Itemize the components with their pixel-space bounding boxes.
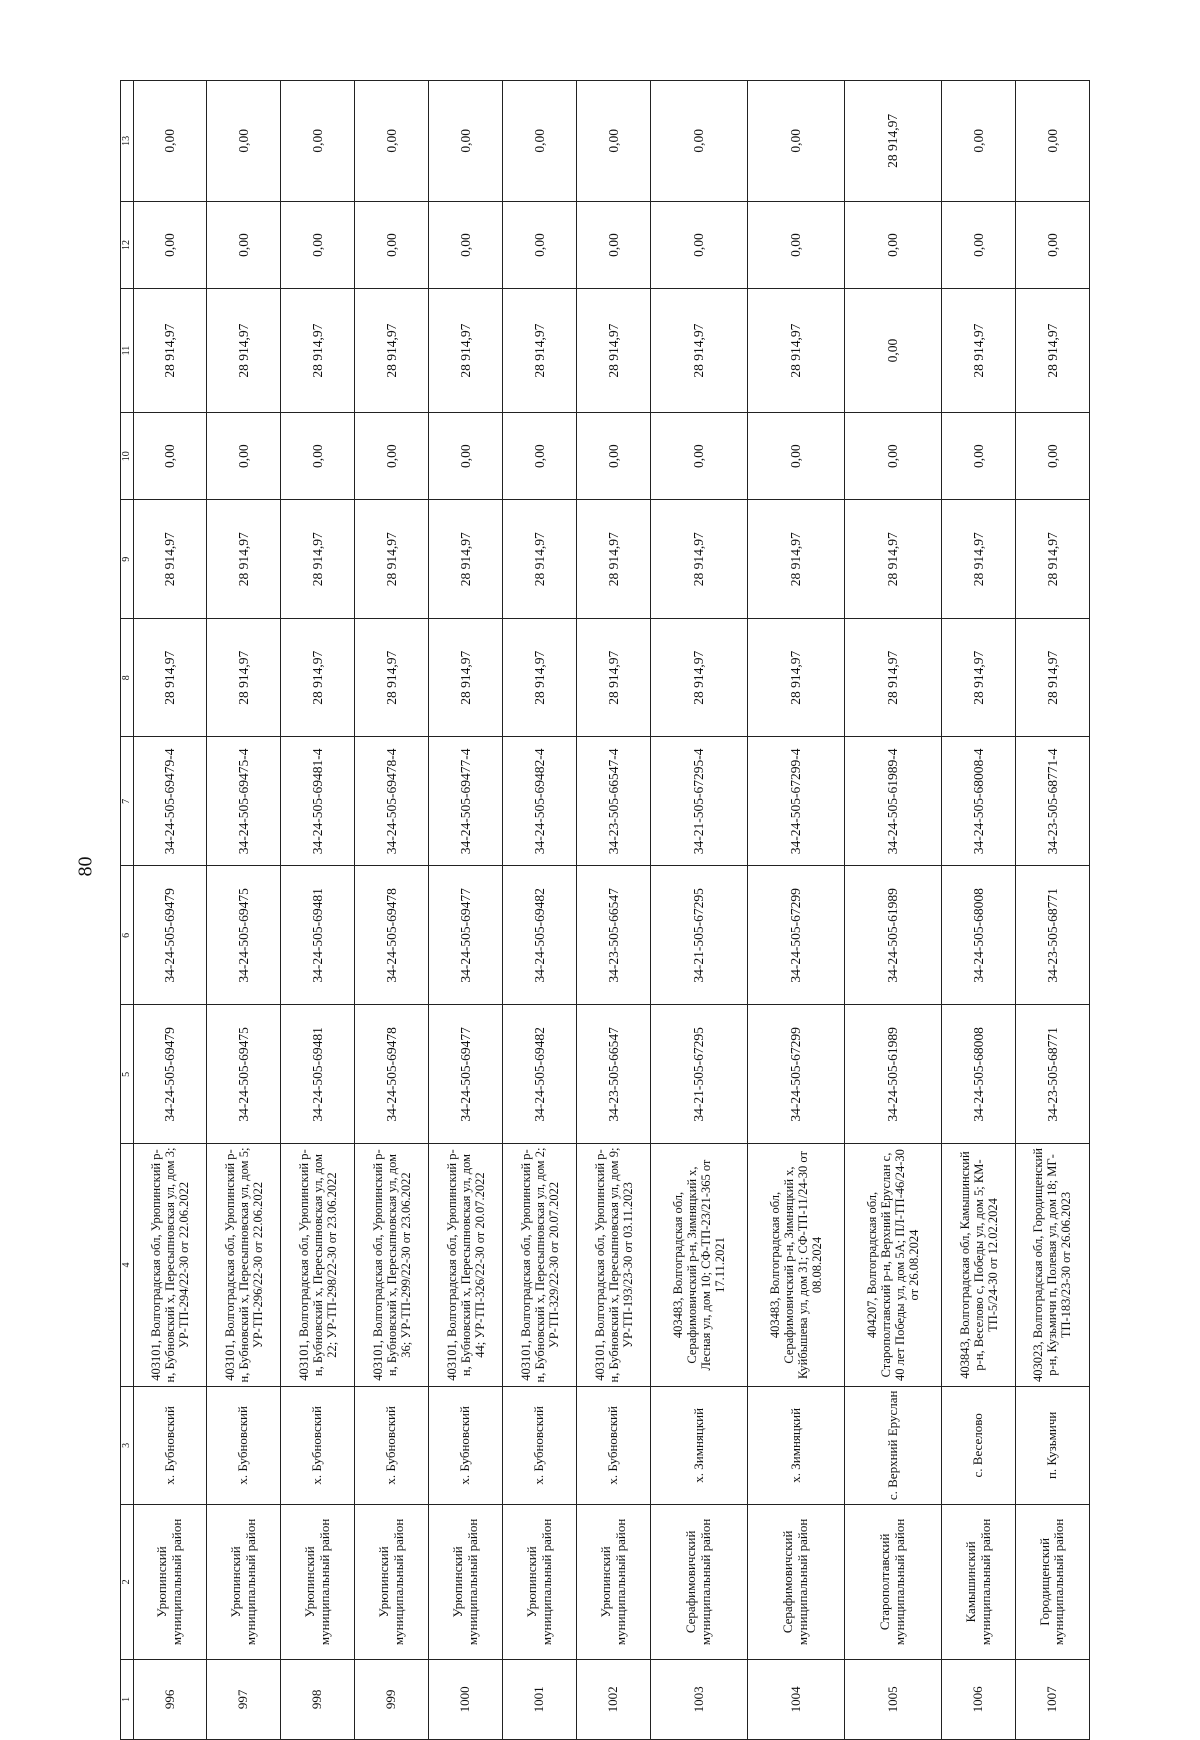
amount-cell-9: 28 914,97 (133, 500, 207, 618)
amount-cell-12: 0,00 (207, 201, 281, 289)
settlement-cell: х. Бубновский (503, 1386, 577, 1504)
amount-cell-9: 28 914,97 (429, 500, 503, 618)
amount-cell-9: 28 914,97 (207, 500, 281, 618)
amount-cell-11: 28 914,97 (429, 289, 503, 413)
id-cell-5: 34-24-505-68008 (942, 1005, 1016, 1144)
amount-cell-13: 0,00 (207, 81, 281, 202)
id-cell-7: 34-21-505-67295-4 (651, 737, 748, 866)
amount-cell-8: 28 914,97 (133, 618, 207, 736)
settlement-cell: с. Веселово (942, 1386, 1016, 1504)
data-table (120, 80, 1090, 1740)
district-cell: Урюпинский муниципальный район (281, 1505, 355, 1660)
amount-cell-10: 0,00 (207, 412, 281, 500)
amount-cell-12: 0,00 (577, 201, 651, 289)
id-cell-5: 34-23-505-68771 (1015, 1005, 1089, 1144)
column-number-1: 1 (121, 1659, 134, 1739)
table-body (133, 81, 1090, 1740)
id-cell-7: 34-24-505-67299-4 (748, 737, 845, 866)
amount-cell-8: 28 914,97 (355, 618, 429, 736)
id-cell-6: 34-24-505-68008 (942, 866, 1016, 1005)
amount-cell-9: 28 914,97 (942, 500, 1016, 618)
amount-cell-9: 28 914,97 (845, 500, 942, 618)
rotated-table-container (120, 80, 1090, 1740)
table-row (748, 81, 845, 1740)
amount-cell-8: 28 914,97 (429, 618, 503, 736)
amount-cell-11: 28 914,97 (355, 289, 429, 413)
amount-cell-11: 28 914,97 (942, 289, 1016, 413)
settlement-cell: х. Зимняцкий (651, 1386, 748, 1504)
address-cell: 404207, Волгоградская обл, Старополтавский р-н, Верхний Еруслан с, 40 лет Победы ул, дом 5А; ПЛ-ТП-46/24-30 от 26.08.2024 (845, 1144, 942, 1386)
amount-cell-10: 0,00 (651, 412, 748, 500)
row-number: 1007 (1015, 1659, 1089, 1739)
amount-cell-13: 28 914,97 (845, 81, 942, 202)
column-number-6: 6 (121, 866, 134, 1005)
table-row (133, 81, 207, 1740)
column-number-9: 9 (121, 500, 134, 618)
settlement-cell: х. Бубновский (577, 1386, 651, 1504)
id-cell-6: 34-24-505-67299 (748, 866, 845, 1005)
amount-cell-10: 0,00 (845, 412, 942, 500)
id-cell-6: 34-24-505-61989 (845, 866, 942, 1005)
amount-cell-8: 28 914,97 (577, 618, 651, 736)
amount-cell-11: 28 914,97 (133, 289, 207, 413)
amount-cell-12: 0,00 (942, 201, 1016, 289)
id-cell-5: 34-24-505-69479 (133, 1005, 207, 1144)
id-cell-6: 34-24-505-69475 (207, 866, 281, 1005)
district-cell: Урюпинский муниципальный район (577, 1505, 651, 1660)
amount-cell-12: 0,00 (429, 201, 503, 289)
district-cell: Урюпинский муниципальный район (207, 1505, 281, 1660)
row-number: 1006 (942, 1659, 1016, 1739)
amount-cell-12: 0,00 (281, 201, 355, 289)
id-cell-7: 34-24-505-69478-4 (355, 737, 429, 866)
district-cell: Старополтавский муниципальный район (845, 1505, 942, 1660)
district-cell: Урюпинский муниципальный район (503, 1505, 577, 1660)
district-cell: Урюпинский муниципальный район (355, 1505, 429, 1660)
id-cell-6: 34-23-505-66547 (577, 866, 651, 1005)
address-cell: 403101, Волгоградская обл, Урюпинский р-н, Бубновский х, Пересыпновская ул, дом 44; УР-ТП-326/22-30 от 20.07.2022 (429, 1144, 503, 1386)
district-cell: Камышинский муниципальный район (942, 1505, 1016, 1660)
settlement-cell: х. Бубновский (355, 1386, 429, 1504)
settlement-cell: п. Кузьмичи (1015, 1386, 1089, 1504)
column-number-13: 13 (121, 81, 134, 202)
amount-cell-10: 0,00 (1015, 412, 1089, 500)
address-cell: 403101, Волгоградская обл, Урюпинский р-н, Бубновский х, Пересыпновская ул, дом 36; УР-ТП-299/22-30 от 23.06.2022 (355, 1144, 429, 1386)
id-cell-7: 34-24-505-69482-4 (503, 737, 577, 866)
amount-cell-9: 28 914,97 (281, 500, 355, 618)
amount-cell-10: 0,00 (429, 412, 503, 500)
amount-cell-13: 0,00 (281, 81, 355, 202)
district-cell: Урюпинский муниципальный район (429, 1505, 503, 1660)
amount-cell-13: 0,00 (503, 81, 577, 202)
row-number: 1002 (577, 1659, 651, 1739)
id-cell-5: 34-24-505-67299 (748, 1005, 845, 1144)
id-cell-7: 34-24-505-69477-4 (429, 737, 503, 866)
address-cell: 403843, Волгоградская обл, Камышинский р-н, Веселово с, Победы ул, дом 5; КМ-ТП-5/24-30 от 12.02.2024 (942, 1144, 1016, 1386)
id-cell-6: 34-24-505-69482 (503, 866, 577, 1005)
table-row (651, 81, 748, 1740)
column-number-7: 7 (121, 737, 134, 866)
amount-cell-10: 0,00 (942, 412, 1016, 500)
amount-cell-8: 28 914,97 (942, 618, 1016, 736)
table-row (577, 81, 651, 1740)
column-number-4: 4 (121, 1144, 134, 1386)
id-cell-6: 34-21-505-67295 (651, 866, 748, 1005)
amount-cell-11: 28 914,97 (207, 289, 281, 413)
row-number: 999 (355, 1659, 429, 1739)
id-cell-5: 34-24-505-69478 (355, 1005, 429, 1144)
id-cell-6: 34-24-505-69481 (281, 866, 355, 1005)
amount-cell-13: 0,00 (748, 81, 845, 202)
amount-cell-12: 0,00 (355, 201, 429, 289)
amount-cell-8: 28 914,97 (651, 618, 748, 736)
amount-cell-9: 28 914,97 (1015, 500, 1089, 618)
amount-cell-8: 28 914,97 (281, 618, 355, 736)
amount-cell-13: 0,00 (133, 81, 207, 202)
id-cell-7: 34-23-505-68771-4 (1015, 737, 1089, 866)
column-number-8: 8 (121, 618, 134, 736)
amount-cell-8: 28 914,97 (1015, 618, 1089, 736)
address-cell: 403483, Волгоградская обл, Серафимовичский р-н, Зимняцкий х, Куйбышева ул, дом 31; СФ-ТП-11/24-30 от 08.08.2024 (748, 1144, 845, 1386)
address-cell: 403101, Волгоградская обл, Урюпинский р-н, Бубновский х, Пересыпновская ул, дом 9; УР-ТП-193/23-30 от 03.11.2023 (577, 1144, 651, 1386)
amount-cell-9: 28 914,97 (503, 500, 577, 618)
column-number-3: 3 (121, 1386, 134, 1504)
id-cell-6: 34-24-505-69479 (133, 866, 207, 1005)
amount-cell-8: 28 914,97 (748, 618, 845, 736)
settlement-cell: х. Бубновский (207, 1386, 281, 1504)
amount-cell-11: 0,00 (845, 289, 942, 413)
column-number-12: 12 (121, 201, 134, 289)
row-number: 1003 (651, 1659, 748, 1739)
address-cell: 403483, Волгоградская обл, Серафимовичский р-н, Зимняцкий х, Лесная ул, дом 10; СФ-ТП-23/21-365 от 17.11.2021 (651, 1144, 748, 1386)
row-number: 1000 (429, 1659, 503, 1739)
amount-cell-11: 28 914,97 (503, 289, 577, 413)
amount-cell-13: 0,00 (651, 81, 748, 202)
amount-cell-13: 0,00 (429, 81, 503, 202)
id-cell-7: 34-23-505-66547-4 (577, 737, 651, 866)
row-number: 1004 (748, 1659, 845, 1739)
table-row (355, 81, 429, 1740)
amount-cell-12: 0,00 (651, 201, 748, 289)
amount-cell-9: 28 914,97 (577, 500, 651, 618)
amount-cell-10: 0,00 (748, 412, 845, 500)
amount-cell-10: 0,00 (133, 412, 207, 500)
amount-cell-11: 28 914,97 (577, 289, 651, 413)
settlement-cell: х. Зимняцкий (748, 1386, 845, 1504)
amount-cell-10: 0,00 (281, 412, 355, 500)
id-cell-5: 34-23-505-66547 (577, 1005, 651, 1144)
id-cell-5: 34-24-505-61989 (845, 1005, 942, 1144)
amount-cell-13: 0,00 (942, 81, 1016, 202)
amount-cell-11: 28 914,97 (748, 289, 845, 413)
column-number-5: 5 (121, 1005, 134, 1144)
amount-cell-8: 28 914,97 (503, 618, 577, 736)
district-cell: Серафимовичский муниципальный район (748, 1505, 845, 1660)
id-cell-6: 34-24-505-69478 (355, 866, 429, 1005)
id-cell-5: 34-24-505-69482 (503, 1005, 577, 1144)
settlement-cell: с. Верхний Еруслан (845, 1386, 942, 1504)
page-number: 80 (74, 856, 97, 877)
row-number: 1005 (845, 1659, 942, 1739)
district-cell: Городищенский муниципальный район (1015, 1505, 1089, 1660)
table-row (1015, 81, 1089, 1740)
id-cell-5: 34-24-505-69477 (429, 1005, 503, 1144)
amount-cell-8: 28 914,97 (845, 618, 942, 736)
amount-cell-11: 28 914,97 (281, 289, 355, 413)
column-number-10: 10 (121, 412, 134, 500)
id-cell-6: 34-23-505-68771 (1015, 866, 1089, 1005)
column-number-11: 11 (121, 289, 134, 413)
id-cell-5: 34-24-505-69475 (207, 1005, 281, 1144)
address-cell: 403101, Волгоградская обл, Урюпинский р-н, Бубновский х, Пересыпновская ул, дом 2; УР-ТП-329/22-30 от 20.07.2022 (503, 1144, 577, 1386)
amount-cell-12: 0,00 (1015, 201, 1089, 289)
id-cell-7: 34-24-505-61989-4 (845, 737, 942, 866)
table-row (503, 81, 577, 1740)
district-cell: Урюпинский муниципальный район (133, 1505, 207, 1660)
id-cell-7: 34-24-505-69475-4 (207, 737, 281, 866)
amount-cell-11: 28 914,97 (651, 289, 748, 413)
settlement-cell: х. Бубновский (281, 1386, 355, 1504)
id-cell-5: 34-21-505-67295 (651, 1005, 748, 1144)
amount-cell-9: 28 914,97 (651, 500, 748, 618)
settlement-cell: х. Бубновский (133, 1386, 207, 1504)
table-row (942, 81, 1016, 1740)
row-number: 996 (133, 1659, 207, 1739)
table-row (281, 81, 355, 1740)
amount-cell-9: 28 914,97 (355, 500, 429, 618)
id-cell-7: 34-24-505-69481-4 (281, 737, 355, 866)
id-cell-5: 34-24-505-69481 (281, 1005, 355, 1144)
column-number-row (121, 81, 134, 1740)
amount-cell-10: 0,00 (503, 412, 577, 500)
amount-cell-13: 0,00 (355, 81, 429, 202)
amount-cell-12: 0,00 (133, 201, 207, 289)
amount-cell-12: 0,00 (748, 201, 845, 289)
table-row (429, 81, 503, 1740)
row-number: 998 (281, 1659, 355, 1739)
amount-cell-10: 0,00 (355, 412, 429, 500)
amount-cell-12: 0,00 (503, 201, 577, 289)
amount-cell-11: 28 914,97 (1015, 289, 1089, 413)
address-cell: 403101, Волгоградская обл, Урюпинский р-н, Бубновский х, Пересыпновская ул, дом 5; УР-ТП-296/22-30 от 22.06.2022 (207, 1144, 281, 1386)
id-cell-6: 34-24-505-69477 (429, 866, 503, 1005)
amount-cell-8: 28 914,97 (207, 618, 281, 736)
table-row (207, 81, 281, 1740)
row-number: 997 (207, 1659, 281, 1739)
column-number-2: 2 (121, 1505, 134, 1660)
id-cell-7: 34-24-505-68008-4 (942, 737, 1016, 866)
amount-cell-13: 0,00 (1015, 81, 1089, 202)
amount-cell-9: 28 914,97 (748, 500, 845, 618)
row-number: 1001 (503, 1659, 577, 1739)
address-cell: 403023, Волгоградская обл, Городищенский р-н, Кузьмичи п, Полевая ул, дом 18; МГ-ТП-183/23-30 от 26.06.2023 (1015, 1144, 1089, 1386)
amount-cell-13: 0,00 (577, 81, 651, 202)
table-row (845, 81, 942, 1740)
address-cell: 403101, Волгоградская обл, Урюпинский р-н, Бубновский х, Пересыпновская ул, дом 3; УР-ТП-294/22-30 от 22.06.2022 (133, 1144, 207, 1386)
amount-cell-12: 0,00 (845, 201, 942, 289)
id-cell-7: 34-24-505-69479-4 (133, 737, 207, 866)
address-cell: 403101, Волгоградская обл, Урюпинский р-н, Бубновский х, Пересыпновская ул, дом 22; УР-ТП-298/22-30 от 23.06.2022 (281, 1144, 355, 1386)
district-cell: Серафимовичский муниципальный район (651, 1505, 748, 1660)
amount-cell-10: 0,00 (577, 412, 651, 500)
settlement-cell: х. Бубновский (429, 1386, 503, 1504)
